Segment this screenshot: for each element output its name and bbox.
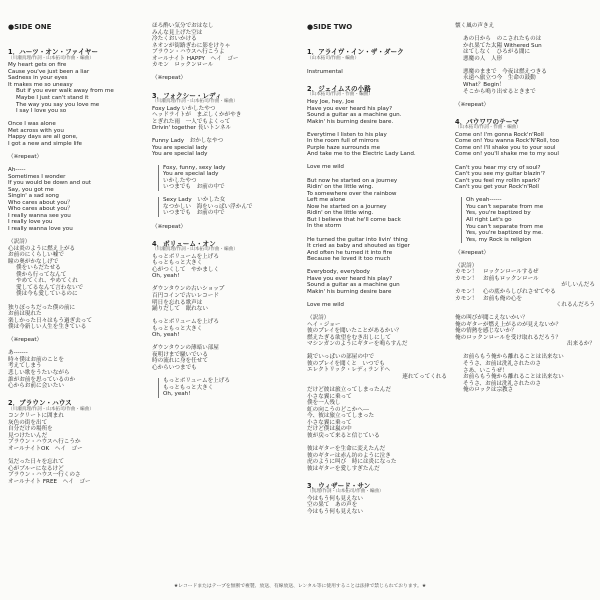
lyric-line: くれるんだろう <box>555 302 595 309</box>
song-title: 4．パウワワのテーマ <box>455 117 519 126</box>
lyric-line: Sound a guitar as a machine gun <box>307 282 400 289</box>
lyric-line: 彼はギターを生命に変えたんだ <box>307 446 386 452</box>
lyric-line: 今はもう何も見えない <box>307 495 363 502</box>
lyric-line: Have you ever heard his play? <box>307 275 393 282</box>
lyric-line: 今、彼は旅立ってしまった <box>307 413 375 420</box>
lyric-line: Come on! I'll shake you to your soul <box>455 144 556 151</box>
spacer <box>152 230 292 237</box>
lyric-line: 彼が戻って来ると信じている <box>307 432 380 439</box>
song-credit: （山本拓司/作曲・編曲） <box>307 55 360 61</box>
lyric-line: Makin' his burning desire bare <box>307 288 392 295</box>
lyric-line: カモン！ お前もロックンロール <box>455 275 539 282</box>
lyric-line: 時々僕はお前のことを <box>8 356 64 363</box>
lyric-line: カモン ロックンロール <box>152 62 214 69</box>
lyric-line: 考えてしまう <box>8 363 42 370</box>
lyric-line-bracketed: なつかしい 海をいっぱい浮かんで <box>158 204 292 211</box>
lyric-line: The way you say you love me <box>16 101 100 108</box>
lyric-line: 心がブルーになるけど <box>8 465 64 472</box>
lyric-line: Can't you get your Rock'n'Roll <box>455 184 539 191</box>
lyric-line: Love me wild <box>307 164 344 171</box>
lyric-line: 小さな翼に乗って <box>307 419 352 426</box>
song-credit: （川瀬真理/作詞・山本拓司/作曲・編曲） <box>152 99 238 105</box>
lyric-line: だけど彼は旅立ってしまったんだ <box>307 387 391 394</box>
lyric-line-bracketed: もっともっと大きく <box>158 385 292 392</box>
lyric-line: 灰色の街を出て <box>8 419 48 426</box>
spacer <box>152 82 292 89</box>
lyric-line: But I believe that he'll come back <box>307 216 401 223</box>
lyric-line: 見つけたいんだ <box>8 432 48 439</box>
lyric-line-bracketed: You can't separate from me <box>461 204 595 211</box>
lyric-line: 自分だけの場所を <box>8 426 53 433</box>
lyric-line: （※repeat） <box>455 249 490 256</box>
lyric-line: 楽しかった日々はもう過ぎ去って <box>8 317 92 324</box>
lyric-line: 悪魔の人 人形 <box>463 55 503 62</box>
spacer <box>455 108 595 115</box>
lyric-line-bracketed: Oh, yeah! <box>158 391 292 398</box>
lyric-line: はてしなく ひろがる闇に <box>463 49 531 56</box>
lyric-line: 彼はギターを愛しすぎたんだ <box>307 465 380 472</box>
lyric-line: Love me wild <box>307 301 344 308</box>
lyric-line: Now he started on a journey <box>307 203 387 210</box>
lyric-line: ブラウン・ハウスへ行こうか <box>8 439 81 446</box>
lyric-line: オールナイト HAPPY ヘイ ゴー <box>152 55 239 62</box>
lyric-line: Sadness in your eyes <box>8 75 68 82</box>
lyric-line: Sometimes I wonder <box>8 173 66 180</box>
lyric-line: 心からお前に会いたい <box>8 383 64 390</box>
lyric-line: お前らもう俺から離れることは出来ない <box>463 374 564 381</box>
lyric-line: もっともっと大きく <box>152 325 203 332</box>
lyric-line: 彼のギターは赤ん坊のように泣き <box>307 452 391 459</box>
lyric-line-bracketed: You can't separate from me <box>461 224 595 231</box>
lyric-line: In the storm <box>307 223 342 230</box>
lyric-line: マシンガンのようにギターを鳴らすんだ <box>307 341 408 348</box>
lyric-line: I got a new and simple life <box>8 140 82 147</box>
lyric-line-bracketed: Yes, my Rock is religion <box>461 237 595 244</box>
lyric-line: 懐く風の声きえ <box>455 23 495 30</box>
lyric-line: 僕から行ってなんて <box>16 271 67 278</box>
lyric-line: Makin' his burning desire bare. <box>307 118 394 125</box>
lyric-line: （※repeat） <box>455 101 490 108</box>
lyric-line: Ah----- <box>8 167 26 174</box>
lyric-line-bracketed: いつまでも お前の中で <box>158 210 292 217</box>
lyric-line-bracketed: いかしたやつ <box>158 178 292 185</box>
lyric-line: エレクトリック・レディランドへ <box>307 367 391 374</box>
lyric-line: オールナイト FREE ヘイ ゴー <box>8 478 91 485</box>
lyric-line: さあ、いこうぜ！ <box>463 367 508 374</box>
lyric-line: Drivin' together 長いトンネル <box>152 125 232 132</box>
song-title: 1．アライヴ・イン・ザ・ダーク <box>307 48 404 57</box>
lyric-line: カモン！ ロックンロールするぜ <box>455 269 539 276</box>
lyric-line: （※repeat） <box>8 337 43 344</box>
song-title: 1．ハーツ・オン・ファイヤー <box>8 48 98 57</box>
song-credit: （川瀬真理/作詞・山本拓司/作曲・編曲） <box>8 406 94 412</box>
lyric-line-bracketed: Yes, you're baptized by me. <box>461 230 595 237</box>
lyric-line-bracketed: You are special lady <box>158 171 292 178</box>
lyric-line: Say, you got me <box>8 186 54 193</box>
lyric-line: ダウンタウンの薄暗い部屋 <box>152 345 219 352</box>
lyric-line: To somewhere over the rainbow <box>307 190 397 197</box>
lyric-line: Singin' a sad song <box>8 193 59 200</box>
lyric-line: Come on! I'm gonna Rock'n'Roll <box>455 131 544 138</box>
song-credit: （川瀬真理/作詞・山本拓司/作曲・編曲） <box>152 247 238 253</box>
column-side-two-left <box>307 10 447 522</box>
col3-lines <box>307 49 447 515</box>
lyric-line: Everytime I listen to his play <box>307 131 387 138</box>
lyric-line: ヘッドライトが まぶしくかがやき <box>152 112 242 119</box>
lyric-line: 心からいつまでも <box>152 364 197 371</box>
lyric-line: 連れてってくれる <box>402 373 447 380</box>
column-side-two-right <box>455 10 595 400</box>
lyric-line: Hey Joe, hey, Joe <box>307 99 355 106</box>
lyric-line: 瞳の奥がかなしげで <box>8 258 59 265</box>
lyric-line: And often he turned it into fire <box>307 249 393 256</box>
lyric-line: You are special lady <box>152 144 208 151</box>
lyric-line: Oh, yeah! <box>152 332 180 339</box>
lyric-line: 僕は今新しい人生を生きている <box>8 324 87 331</box>
col4-lines <box>455 23 595 394</box>
col2-lines <box>152 23 292 398</box>
lyric-line: 俺のロックは宗教さ <box>463 387 514 394</box>
song-title: 3．ウィザード・サン <box>307 481 371 490</box>
lyric-line: （訳詩） <box>307 315 330 322</box>
lyric-line: みんな見上げた空は <box>152 29 203 36</box>
lyric-line: （訳詩） <box>8 239 31 246</box>
lyric-line: もっとボリュームを上げろ <box>152 319 219 326</box>
song-credit: （山本拓司/作詞・作曲・編曲） <box>455 125 521 131</box>
lyric-line: 踊りだして 眠れない <box>152 306 208 313</box>
lyric-line: ブラウン・ハウスへ行こうよ <box>152 49 225 56</box>
lyric-line: （※repeat） <box>152 75 187 82</box>
lyric-line: 彼のプレイを聞くと いつでも <box>307 360 385 367</box>
lyric-line: ブラウン・ハウス一行くのさ <box>8 472 81 479</box>
lyric-line-bracketed: Sexy Lady いかした女 <box>158 197 292 204</box>
lyric-line: 永遠へ旅立つ今 生命の鼓動 <box>463 75 536 82</box>
lyric-line: 虹の向こうのどこかへ--- <box>307 406 369 413</box>
lyric-line: （※repeat） <box>152 223 187 230</box>
lyric-line: 冷たくおいかける <box>152 36 197 43</box>
lyric-line: I really love you <box>8 219 53 226</box>
song-title: 4．ボリューム・オン <box>152 239 216 248</box>
lyric-line: 俺の情熱を感じないか？ <box>455 328 517 335</box>
lyric-line: あ------- <box>8 350 28 357</box>
lyric-line: お前らもう俺から離れることは出来ない <box>463 354 564 361</box>
lyric-line-bracketed: Yes, you're baptized by <box>461 210 595 217</box>
lyric-line: Maybe I just can't stand it <box>16 95 89 102</box>
lyric-line: Purple haze surrounds me <box>307 144 381 151</box>
lyric-line: You are special lady <box>152 151 208 158</box>
lyric-line: そうさ、お前は洗礼されたのさ <box>463 380 542 387</box>
song-title: 2．ジェイムスの小路 <box>307 84 371 93</box>
lyric-line: Met across with you <box>8 127 64 134</box>
lyric-line: 時の流れに身を任せて <box>152 358 208 365</box>
song-credit: （山本拓司/作詞・作曲・編曲） <box>307 92 373 98</box>
lyric-line: If you would be down and out <box>8 180 91 187</box>
lyric-line: 虎のように叫び 時には炎になった <box>307 459 397 466</box>
lyric-line-bracketed: All right Let's go <box>461 217 595 224</box>
lyric-line: （訳詩） <box>455 262 478 269</box>
lyric-line: Everybody, everybody <box>307 269 370 276</box>
lyric-line: 心がつくして やかましく <box>152 266 220 273</box>
lyric-line: だけど僕は嵐の中 <box>307 426 352 433</box>
lyric-line: Ridin' on the little wing. <box>307 184 374 191</box>
lyric-line: かれ果てた太陽 Withered Sun <box>463 42 542 49</box>
lyric-line: もっともっと大きく <box>152 260 203 267</box>
lyric-line: 俺のギターが燃え上がるのが見えないか？ <box>455 321 562 328</box>
lyric-line: 明日を忘れる歌声は <box>152 299 203 306</box>
lyric-line: 気だった日々を忘れて <box>8 459 64 466</box>
lyric-line: 俺のロックンロールを受け取れるだろう？ <box>455 334 562 341</box>
lyric-line: 今はもう何も見えない <box>307 508 363 515</box>
col1-lines <box>8 49 148 485</box>
lyric-line: Happy days are all gone, <box>8 134 78 141</box>
column-side-one-right <box>152 10 292 404</box>
lyric-line: そうさ、お前は洗礼されたのさ <box>463 360 542 367</box>
lyric-line: It cried as baby and shouted as tiger <box>307 243 410 250</box>
lyric-line-bracketed: いつまでも お前の中で <box>158 184 292 191</box>
lyric-line: ネオンが街路ぎわに影をけりゃ <box>152 42 231 49</box>
column-side-one-left <box>8 10 148 492</box>
lyric-line: 誰がお前を思っているのか <box>8 376 76 383</box>
lyric-line: Instrumental <box>307 68 343 75</box>
side-two-heading: ●SIDE TWO <box>307 23 353 32</box>
lyric-line-bracketed: Foxy, funny, sexy lady <box>158 165 292 172</box>
lyric-line: （※repeat） <box>8 153 43 160</box>
lyric-line-bracketed: もっとボリュームを上げろ <box>158 378 292 385</box>
spacer <box>307 472 447 479</box>
lyric-line: ほろ酔い気分でおはなし <box>152 23 214 30</box>
lyric-line: ヘイ・ジョー <box>307 321 341 328</box>
lyric-line: 彼のプレイを聞いたことがあるかい？ <box>307 328 402 335</box>
lyric-line: And take me to the Electric Lady Land. <box>307 151 416 158</box>
lyric-line: What？Begin！ <box>463 82 505 89</box>
lyric-line: In the room full of mirrors <box>307 138 379 145</box>
lyric-line: Cause you've just been a liar <box>8 68 90 75</box>
lyric-line: I say I love you so <box>16 108 67 115</box>
lyric-line: 俺の叫びが聞こえないかい？ <box>455 315 528 322</box>
lyric-line: But now he started on a journey <box>307 177 398 184</box>
lyric-line: 燃えたぎる欲望をむき出しにして <box>307 334 391 341</box>
lyric-line: 空の果て あの声を <box>307 502 358 509</box>
lyric-line: 悪魔のままで 今夜は燃えつきる <box>463 68 547 75</box>
lyric-line: そこから鳴り出せるときまで <box>463 88 536 95</box>
spacer <box>8 390 148 397</box>
lyric-line: 百円コインで古いレコード <box>152 292 219 299</box>
lyric-line: 独りぼっちだった僕の前に <box>8 304 76 311</box>
lyric-line: Ridin' on the little wing. <box>307 210 374 217</box>
lyric-line: 小さな翼に乗って <box>307 393 352 400</box>
lyric-line: オールナイトOK ヘイ ゴー <box>8 446 83 452</box>
lyric-line: My heart gets on fire <box>8 62 67 69</box>
lyric-line: 心は炎のように燃え上がる <box>8 245 76 252</box>
lyric-line: 僕を一人残し <box>307 400 341 407</box>
lyric-line: Who cares about you？ <box>8 206 73 213</box>
lyric-line: Sound a guitar as a machine gun. <box>307 112 402 119</box>
lyric-line: Come on! You wanna Rock'N'Roll, too <box>455 138 560 145</box>
lyric-line: Funny Lady おかしなやつ <box>152 138 224 145</box>
lyric-line: 僕をいらだたせる <box>16 265 61 272</box>
side-one-heading: ●SIDE ONE <box>8 23 52 32</box>
lyric-line: Who cares about you？ <box>8 199 73 206</box>
lyric-line: Have you ever heard his play? <box>307 105 393 112</box>
lyric-line: Can't you feel my rollin spark? <box>455 177 541 184</box>
lyric-line: 夜明けまで騒いでいる <box>152 351 208 358</box>
lyric-line: Come on! you'll shake me to my soul <box>455 151 559 158</box>
lyric-line: 出来るか？ <box>567 341 595 348</box>
lyric-line: お前は現れた <box>8 311 42 318</box>
lyric-line: 愛してるなんて言わないで <box>16 284 84 291</box>
lyric-line: あの日から のこされたものは <box>463 36 542 43</box>
lyric-line: がしいんだろ <box>561 282 595 289</box>
lyric-line: Foxy Lady いかしたやつ <box>152 105 216 112</box>
lyric-line: ダウンタウンの古いショップ <box>152 286 225 293</box>
lyric-line: Can't you see my guitar blazin'? <box>455 171 545 178</box>
song-title: 2．ブラウン・ハウス <box>8 399 72 408</box>
lyric-line: Because he loved it too much <box>307 256 391 263</box>
lyric-line: コンクリートに囲まれ <box>8 413 64 420</box>
lyric-line: 悲しい歌をうたいながら <box>8 369 70 376</box>
song-credit: （川瀬真理/作詞・山本拓司/作曲・編曲） <box>8 55 94 61</box>
lyric-line: Can't you hear my cry of soul? <box>455 164 541 171</box>
lyric-line: もっとボリュームを上げろ <box>152 253 219 260</box>
lyric-line: 僕は今も愛しているのに <box>16 291 78 298</box>
lyric-line: カモン！ お前も俺の心を <box>455 295 523 302</box>
lyric-line: Once I was alone <box>8 121 56 128</box>
lyric-line: Oh, yeah! <box>152 273 180 280</box>
lyric-line: I really wanna see you <box>8 212 71 219</box>
song-credit: （真理/作詞・山本拓司/作曲・編曲） <box>307 489 384 495</box>
lyric-line: It makes me so uneasy <box>8 81 73 88</box>
lyric-line: 鏡でいっぱいの部屋の中で <box>307 354 375 361</box>
lyric-line: I really wanna love you <box>8 225 73 232</box>
song-title: 3．フォクシー・レディ <box>152 91 222 100</box>
lyric-line: とぎれた雨 一人でもよくって <box>152 118 231 125</box>
lyric-line: お前のにくらしい嘘で <box>8 252 64 259</box>
lyric-line: やめてくれ、やめてくれ <box>16 278 78 285</box>
lyric-line: カモン！ 心の底からしびれさせてやる <box>455 288 556 295</box>
lyric-line-bracketed: Oh yeah------ <box>461 197 595 204</box>
spacer <box>307 75 447 82</box>
lyric-line: Left me alone <box>307 197 346 204</box>
lyric-line: But if you ever walk away from me <box>16 88 114 95</box>
copyright-footer: ★レコードまたはテープを無断で複製、放送、有線放送、レンタル等に使用することは法律で禁じられております。★ <box>173 584 427 589</box>
lyric-line: He turned the guitar into livin' thing <box>307 236 408 243</box>
